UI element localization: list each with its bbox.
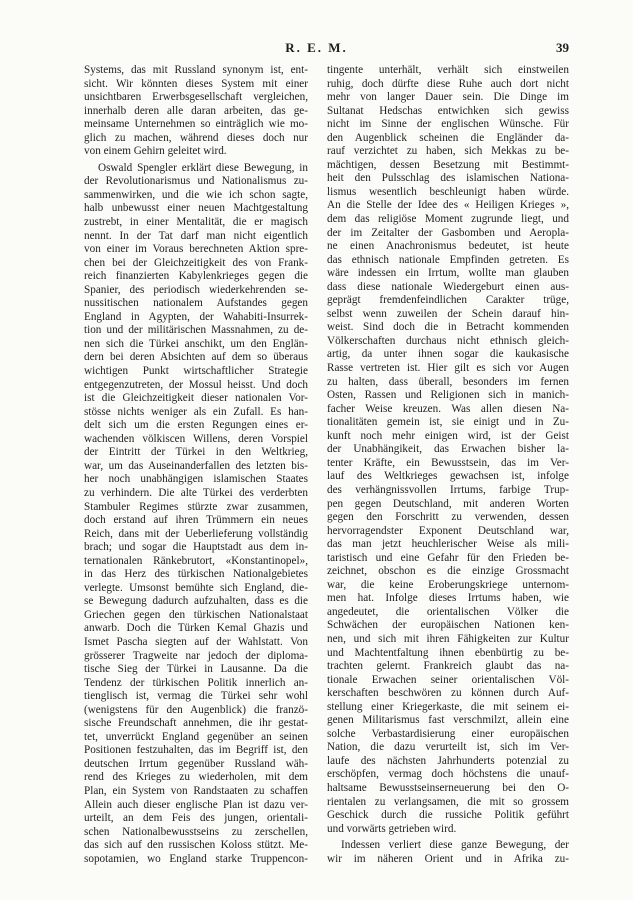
- text-line: grösserer Tragweite nar jedoch der diploma-: [84, 649, 308, 662]
- text-line: halb unbewusst einer neuen Machtgestaltung: [84, 202, 308, 215]
- text-line: delt sich um die ersten Regungen eines er-: [84, 419, 308, 432]
- text-line: tionalitäten gemein ist, sie einigt und in Zu-: [327, 416, 569, 429]
- text-line: lauf des Weltkrieges gewachsen ist, infolge: [327, 470, 569, 483]
- text-line: wir im näheren Orient und in Afrika zu-: [327, 852, 569, 865]
- text-line: her noch unabhängigen islamischen Staates: [84, 473, 308, 486]
- text-line: kerschaften beschwören zu können durch Auf-: [327, 687, 569, 700]
- text-line: erschöpfen, vermag doch höchstens die unauf-: [327, 768, 569, 781]
- text-line: artig, da unter ihnen sogar die kaukasische: [327, 348, 569, 361]
- text-line: war, die keine Eroberungskriege unternom-: [327, 578, 569, 591]
- text-line: ruhig, doch dürfte diese Ruhe auch dort nicht: [327, 77, 569, 90]
- text-line: urteilt, an dem Feis des jungen, orientali-: [84, 812, 308, 825]
- text-line: Griechen gegen den türkischen Nationalstaat: [84, 608, 308, 621]
- text-line: tion und der militärischen Massnahmen, zu de-: [84, 324, 308, 337]
- text-line: zu verhindern. Die alte Türkei des verderbten: [84, 486, 308, 499]
- text-line: wachenden völkiscen Willens, deren Vorspiel: [84, 432, 308, 445]
- text-line: angedeutet, die orientalischen Völker die: [327, 605, 569, 618]
- text-line: trachten gelernt. Frankreich glaubt das na-: [327, 660, 569, 673]
- text-line: dass diese nationale Wiedergeburt einen aus-: [327, 280, 569, 293]
- text-line: genen Militarismus fast verschmilzt, allein eine: [327, 714, 569, 727]
- text-line: sische Freundschaft annehmen, die ihr gestat-: [84, 717, 308, 730]
- text-line: deutschen Irrtum gegenüber Russland wäh-: [84, 757, 308, 770]
- text-line: rend des Krieges zu wiederholen, mit dem: [84, 771, 308, 784]
- text-line: facher Weise kreuzen. Was allen diesen Na-: [327, 402, 569, 415]
- text-line: taristisch und eine Gefahr für den Frieden be-: [327, 551, 569, 564]
- text-line: Nation, die dazu verurteilt ist, sich im Ver-: [327, 741, 569, 754]
- text-line: nen, und sich mit ihren Fähigkeiten zur Kultur: [327, 632, 569, 645]
- text-line: wäre indessen ein Irrtum, wollte man glauben: [327, 267, 569, 280]
- text-line: Reich, dans mit der Ueberlieferung vollständig: [84, 527, 308, 540]
- text-line: Geschick durch die russiche Politik geführt: [327, 809, 569, 822]
- text-column-left: [84, 64, 308, 869]
- text-line: tingente unterhält, verhält sich einstweilen: [327, 64, 569, 76]
- text-line: der Revolutionarismus und Nationalismus zu-: [84, 175, 308, 188]
- text-line: unsichtbaren Erwerbsgesellschaft vergleichen,: [84, 91, 308, 104]
- text-line: mächtigen, dessen Besetzung mit Bestimmt-: [327, 158, 569, 171]
- text-line: Oswald Spengler erklärt diese Bewegung, in: [98, 161, 308, 174]
- text-line: pen gegen Deutschland, mit anderen Worten: [327, 497, 569, 510]
- text-line: kunft noch mehr einigen wird, ist der Geist: [327, 429, 569, 442]
- text-line: stellung einer Kriegerkaste, die mit seinem ei-: [327, 700, 569, 713]
- text-line: Ismet Pascha siegten auf der Wahlstatt. Von: [84, 635, 308, 648]
- text-line: geprägt fremdenfeindlichen Carakter trüge,: [327, 294, 569, 307]
- text-line: sicht. Wir könnten dieses System mit einer: [84, 77, 308, 90]
- text-line: und vorwärts getrieben wird.: [327, 822, 457, 835]
- text-line: anwarb. Doch die Türken Kemal Ghazis und: [84, 622, 308, 635]
- text-line: dem das religiöse Moment zugrunde liegt, und: [327, 213, 569, 226]
- text-line: schen Nationalbewusstseins zu zerschellen,: [84, 825, 308, 838]
- text-line: das sich auf den russischen Koloss stützt. Me-: [84, 839, 308, 852]
- text-line: solche Verbastardisierung einer europäischen: [327, 727, 569, 740]
- text-line: zustrebt, in einer Mentalität, die er magisch: [84, 216, 308, 229]
- text-line: tienglisch ist, vermag die Türkei sehr wohl: [84, 690, 308, 703]
- text-line: (wenigstens für den Augenblick) die franzö-: [84, 703, 308, 716]
- text-line: nen sich die Türkei anschikt, um den Englän-: [84, 337, 308, 350]
- text-line: ne einen Anachronismus bedeutet, ist heute: [327, 240, 569, 253]
- text-line: nussitischen nationalem Aufstandes gegen: [84, 297, 308, 310]
- text-line: der Unabhängikeit, das Erwachen bisher la-: [327, 443, 569, 456]
- text-line: war, um das Auseinanderfallen des letzten bis-: [84, 459, 308, 472]
- paragraph: [327, 839, 569, 866]
- text-line: von einer im Voraus berechneten Aktion spre-: [84, 243, 308, 256]
- text-line: se Bewegung dadurch aufzuhalten, dass es die: [84, 595, 308, 608]
- text-line: Allein auch dieser englische Plan ist dazu ver-: [84, 798, 308, 811]
- text-line: den Augenblick scheinen die Engländer da-: [327, 131, 569, 144]
- text-line: sammenwirken, und die wie ich schon sagte,: [84, 188, 308, 201]
- text-line: Plan, ein System von Randstaaten zu schaffen: [84, 784, 308, 797]
- text-line: der Eintritt der Türkei in den Weltkrieg,: [84, 446, 308, 459]
- text-column-right: [327, 64, 569, 869]
- text-line: men hat. Infolge dieses Irrtums haben, wie: [327, 592, 569, 605]
- text-line: reich finanzierten Kabylenkrieges gegen die: [84, 270, 308, 283]
- text-line: dern bei deren Absichten auf dem so überaus: [84, 351, 308, 364]
- text-line: Völkerschaften durchaus nicht ethnisch gleich-: [327, 334, 569, 347]
- text-line: nicht im Sinne der englischen Wünsche. Für: [327, 118, 569, 131]
- text-line: in das Herz des türkischen Nationalgebietes: [84, 568, 308, 581]
- text-line: Rasse vertreten ist. Hier gilt es sich vor Augen: [327, 362, 569, 375]
- text-line: doch erstand auf ihren Trümmern ein neues: [84, 514, 308, 527]
- text-line: Positionen festzuhalten, das im Begriff ist, den: [84, 744, 308, 757]
- text-line: Tendenz der türkischen Politik innerlich an-: [84, 676, 308, 689]
- text-line: rauf verzichtet zu haben, sich Mekkas zu be-: [327, 145, 569, 158]
- text-line: Stambuler Regimes stürzte zwar zusammen,: [84, 500, 308, 513]
- text-line: Systems, das mit Russland synonym ist, ent-: [84, 64, 308, 76]
- text-line: selbst wenn zuweilen der Schein darauf hin-: [327, 307, 569, 320]
- text-line: Schwächen der europäischen Nationen ken-: [327, 619, 569, 632]
- text-line: Osten, Rassen und Religionen sich in manich-: [327, 389, 569, 402]
- text-line: das man jetzt heuchlerischer Weise als mili-: [327, 538, 569, 551]
- text-line: weist. Sind doch die in Betracht kommenden: [327, 321, 569, 334]
- text-line: verlegte. Umsonst bemühte sich England, die-: [84, 581, 308, 594]
- text-line: ist die Gleichzeitigkeit dieser nationalen Vor-: [84, 392, 308, 405]
- text-line: mehr von langer Dauer sein. Die Dinge im: [327, 91, 569, 104]
- text-line: zu halten, dass überall, besonders im fernen: [327, 375, 569, 388]
- text-line: entgegenzutreten, der Mossul heisst. Und doch: [84, 378, 308, 391]
- text-line: das ethnisch nationale Empfinden getreten. Es: [327, 253, 569, 266]
- text-line: ternationalen Ränkebrutort, «Konstantinopel»,: [84, 554, 308, 567]
- text-line: Indessen verliert diese ganze Bewegung, der: [341, 839, 569, 852]
- text-line: lismus wesentlich beschleunigt haben würde.: [327, 185, 569, 198]
- text-line: An die Stelle der Idee des « Heiligen Krieges »,: [327, 199, 569, 212]
- text-line: rientalen zu verlangsamen, die mit so grossem: [327, 795, 569, 808]
- text-line: tenter Kräfte, ein Bewusstsein, das im Ver-: [327, 456, 569, 469]
- text-line: tet, unverrückt England gegenüber an seinen: [84, 730, 308, 743]
- text-line: haltsame Bewusstseinserneuerung bei den O-: [327, 781, 569, 794]
- text-line: wichtigen Punkt wirtschaftlicher Strategie: [84, 365, 308, 378]
- text-line: hervorragendster Exponent Deutschland war,: [327, 524, 569, 537]
- text-line: von einem Gehirn geleitet wird.: [84, 145, 227, 158]
- text-line: nennt. In der Tat darf man nicht eigentlich: [84, 229, 308, 242]
- text-line: stösse nichts weniger als ein Zufall. Es han-: [84, 405, 308, 418]
- text-line: Spanier, des periodisch wiederkehrenden se-: [84, 283, 308, 296]
- text-line: der im Zeitalter der Gasbomben und Aeropla-: [327, 226, 569, 239]
- text-line: tische Sieg der Türkei in Lausanne. Da die: [84, 663, 308, 676]
- text-line: tionale Erwachen seiner orientalischen Völ-: [327, 673, 569, 686]
- text-line: des verhängnissvollen Irrtums, farbige Trup-: [327, 483, 569, 496]
- text-line: Sultanat Hedschas entwichken sich gewiss: [327, 104, 569, 117]
- text-line: England in Agypten, der Wahabiti-Insurrek-: [84, 310, 308, 323]
- paragraph: [84, 162, 308, 866]
- text-line: meinsame Unternehmen so einträglich wie mo-: [84, 118, 308, 131]
- running-head: R. E. M.: [285, 40, 348, 55]
- text-line: chen bei der Gleichzeitigkeit des von Frank-: [84, 256, 308, 269]
- text-line: sopotamien, wo England starke Truppencon-: [84, 852, 308, 865]
- page-number: 39: [556, 40, 569, 55]
- text-line: und Machtentfaltung ihnen ebenbürtig zu be-: [327, 646, 569, 659]
- text-line: gegen den Forschritt zu verwenden, dessen: [327, 511, 569, 524]
- text-line: brach; und sogar die Hauptstadt aus dem in-: [84, 541, 308, 554]
- text-line: glich zu machen, während dieses doch nur: [84, 131, 308, 144]
- text-line: heit den Pulsschlag des islamischen Nationa-: [327, 172, 569, 185]
- text-line: innerhalb deren alle daran arbeiten, das ge-: [84, 104, 308, 117]
- text-line: zeichnet, obschon es die einzige Grossmacht: [327, 565, 569, 578]
- paragraph: [327, 64, 569, 836]
- paragraph: [84, 64, 308, 159]
- text-line: laufe des nächsten Jahrhunderts potenzial zu: [327, 754, 569, 767]
